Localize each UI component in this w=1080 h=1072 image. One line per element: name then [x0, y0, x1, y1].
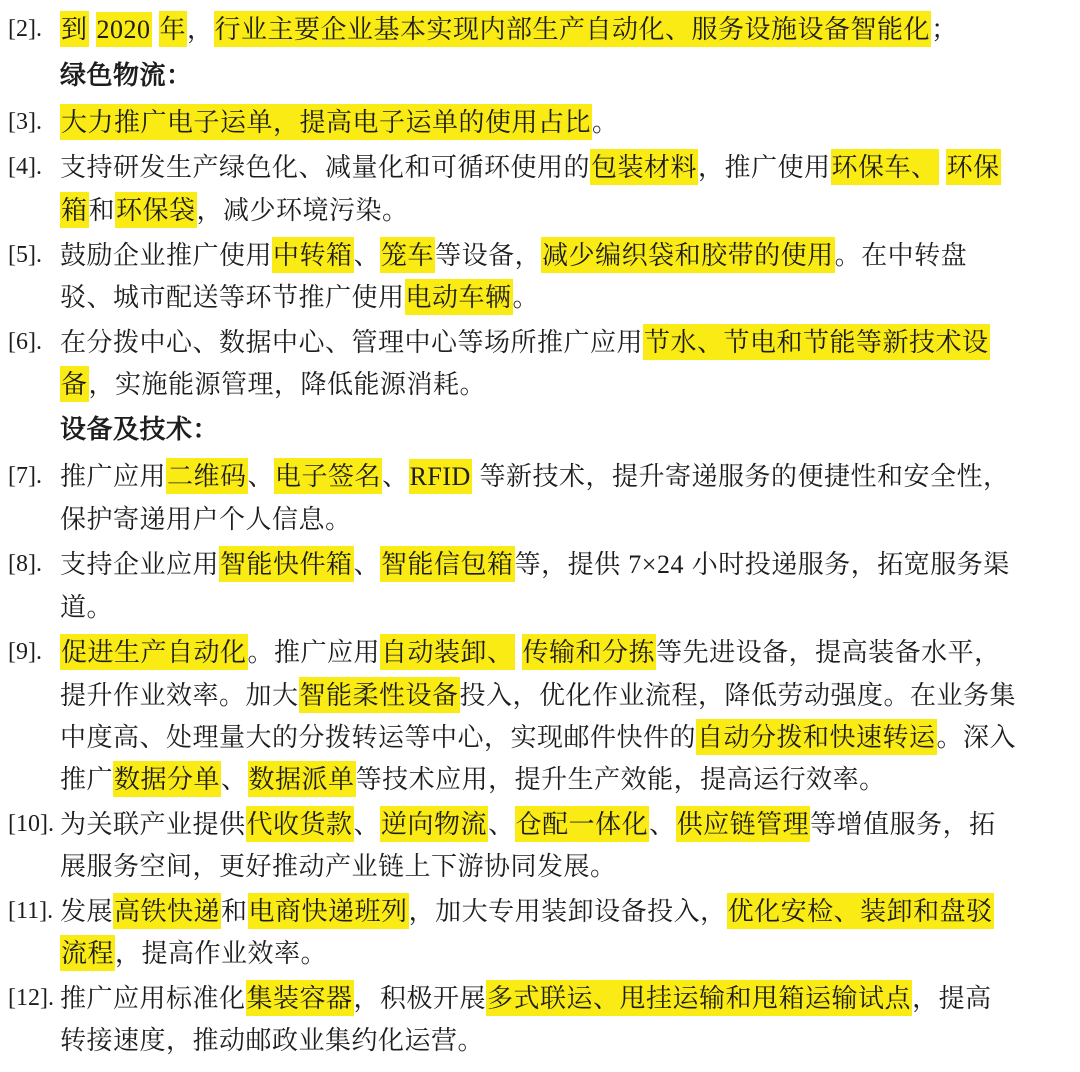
text-segment: 。在中转盘驳、城市配送等环节推广使用	[60, 240, 968, 312]
text-segment	[939, 153, 946, 182]
highlighted-text: 多式联运、甩挂运输和甩箱运输试点	[486, 980, 912, 1016]
item-marker: [8].	[8, 551, 42, 577]
highlighted-text: 数据分单	[113, 761, 221, 797]
list-item	[8, 890, 1018, 974]
text-segment: 。	[592, 107, 619, 137]
text-segment: 和	[88, 195, 116, 225]
text-segment: ，积极开展	[353, 983, 487, 1013]
item-text	[60, 543, 1018, 628]
section-heading: 绿色物流：	[60, 60, 193, 90]
highlighted-text: 大力推广电子运单，提高电子运单的使用占比	[60, 104, 592, 140]
text-segment: ，	[187, 14, 214, 44]
highlighted-text: 传输和分拣	[522, 634, 657, 670]
text-segment: 、	[382, 461, 409, 491]
text-segment: 、	[353, 809, 381, 839]
text-segment: ，推广使用	[698, 152, 831, 182]
item-text	[60, 321, 1018, 405]
text-segment: 等新技术，提升寄递服务的便捷性和安全性，保护寄递用户个人信息。	[60, 461, 1010, 534]
highlighted-text: 电商快递班列	[248, 893, 409, 929]
list-item	[8, 234, 1018, 318]
highlighted-text: 电子签名	[274, 458, 382, 494]
text-segment: 支持研发生产绿色化、减量化和可循环使用的	[60, 152, 591, 182]
text-segment: 在分拨中心、数据中心、管理中心等场所推广应用	[60, 327, 644, 357]
item-marker: [6].	[8, 329, 42, 355]
text-segment: 等增值服务，拓展服务空间，更好推动产业链上下游协同发展。	[60, 809, 996, 881]
text-segment: 支持企业应用	[60, 549, 220, 579]
text-segment: 、	[353, 549, 381, 579]
item-text	[60, 803, 1018, 887]
item-marker: [7].	[8, 463, 42, 489]
item-text	[60, 977, 1018, 1061]
text-segment: ；	[931, 14, 958, 44]
highlighted-text: 环保箱	[60, 149, 1001, 228]
highlighted-text: 数据派单	[248, 761, 356, 797]
text-segment: 、	[488, 809, 515, 839]
text-segment: 投入，优化作业流程，降低劳动强度。在业务集中度高、处理量大的分拨转运等中心，实现邮件快件的	[60, 680, 1017, 752]
highlighted-text: 节水、节电和节能等新技术设备	[60, 324, 990, 402]
text-segment: 、	[353, 240, 381, 270]
list-item	[8, 101, 1018, 143]
highlighted-text: 包装材料	[590, 149, 698, 185]
text-segment: 发展	[60, 896, 114, 926]
item-text	[60, 455, 1018, 540]
text-segment: 等，提供	[514, 549, 629, 579]
highlighted-text: 环保车、	[831, 149, 939, 185]
highlighted-text: 智能柔性设备	[299, 677, 460, 713]
list-item	[8, 146, 1018, 231]
list-item	[8, 977, 1018, 1061]
highlighted-text: 智能信包箱	[380, 546, 515, 582]
text-segment: 鼓励企业推广使用	[60, 240, 273, 270]
text-segment: 、	[221, 764, 248, 794]
highlighted-text: 代收货款	[246, 806, 354, 842]
highlighted-text: 二维码	[166, 458, 248, 494]
text-segment	[152, 15, 159, 44]
highlighted-text: 笼车	[380, 237, 435, 273]
item-text	[60, 234, 1018, 318]
list-item	[8, 631, 1018, 800]
highlighted-text: 2020	[96, 12, 152, 47]
text-segment: ，提高转接速度，推动邮政业集约化运营。	[60, 983, 992, 1055]
section-heading: 设备及技术：	[60, 414, 220, 444]
item-marker: [10].	[8, 811, 54, 837]
list-item	[8, 8, 1018, 51]
text-segment: 为关联产业提供	[60, 809, 246, 839]
list-item	[8, 543, 1018, 628]
text-segment: 等技术应用，提升生产效能，提高运行效率。	[355, 764, 886, 794]
text-segment: ，减少环境污染。	[196, 195, 409, 225]
text-segment: 小时投递服务，拓宽服务渠道。	[60, 549, 1010, 622]
text-segment: 等设备，	[435, 240, 542, 270]
item-marker: [12].	[8, 985, 54, 1011]
highlighted-text: 行业主要企业基本实现内部生产自动化、服务设施设备智能化	[214, 11, 932, 47]
highlighted-text: 电动车辆	[405, 279, 513, 315]
highlighted-text: 智能快件箱	[219, 546, 354, 582]
highlighted-text: 集装容器	[246, 980, 354, 1016]
text-segment: ，加大专用装卸设备投入，	[408, 896, 727, 926]
item-text	[60, 631, 1018, 800]
item-text	[60, 890, 1018, 974]
item-marker: [2].	[8, 16, 42, 42]
highlighted-text: 中转箱	[272, 237, 354, 273]
highlighted-text: 逆向物流	[380, 806, 488, 842]
item-marker: [3].	[8, 109, 42, 135]
item-marker: [5].	[8, 242, 42, 268]
text-segment: ，实施能源管理，降低能源消耗。	[88, 369, 487, 399]
text-segment: ，提高作业效率。	[115, 938, 328, 968]
text-segment	[89, 15, 96, 44]
text-segment: 推广应用	[60, 461, 167, 491]
item-text	[60, 146, 1018, 231]
text-segment: 7×24	[628, 550, 684, 579]
item-marker: [4].	[8, 154, 42, 180]
text-segment: 推广应用标准化	[60, 983, 246, 1013]
highlighted-text: 减少编织袋和胶带的使用	[541, 237, 835, 273]
text-segment: 。	[512, 282, 540, 312]
highlighted-text: 高铁快递	[113, 893, 221, 929]
highlighted-text: RFID	[409, 459, 472, 494]
text-segment	[515, 638, 522, 667]
item-text	[60, 8, 1018, 51]
highlighted-text: 到	[60, 11, 89, 47]
highlighted-text: 促进生产自动化	[60, 634, 248, 670]
highlighted-text: 供应链管理	[676, 806, 811, 842]
item-marker: [11].	[8, 898, 54, 924]
text-segment: 等先进设备，提高装备水平，提升作业效率。加大	[60, 637, 1001, 710]
item-text	[60, 101, 1018, 143]
highlighted-text: 环保袋	[115, 192, 197, 228]
highlighted-text: 仓配一体化	[515, 806, 650, 842]
list-item	[8, 803, 1018, 887]
item-marker: [9].	[8, 639, 42, 665]
list-item	[8, 455, 1018, 540]
highlighted-text: 年	[159, 11, 188, 47]
text-segment: 和	[221, 896, 248, 926]
text-segment: 。深入推广	[60, 722, 1017, 794]
highlighted-text: 自动装卸、	[380, 634, 515, 670]
text-segment: 、	[649, 809, 676, 839]
text-segment: 、	[247, 461, 275, 491]
highlighted-text: 优化安检、装卸和盘驳流程	[60, 893, 994, 971]
text-segment: 。推广应用	[247, 637, 381, 667]
list-item	[8, 321, 1018, 405]
highlighted-text: 自动分拨和快速转运	[696, 719, 937, 755]
